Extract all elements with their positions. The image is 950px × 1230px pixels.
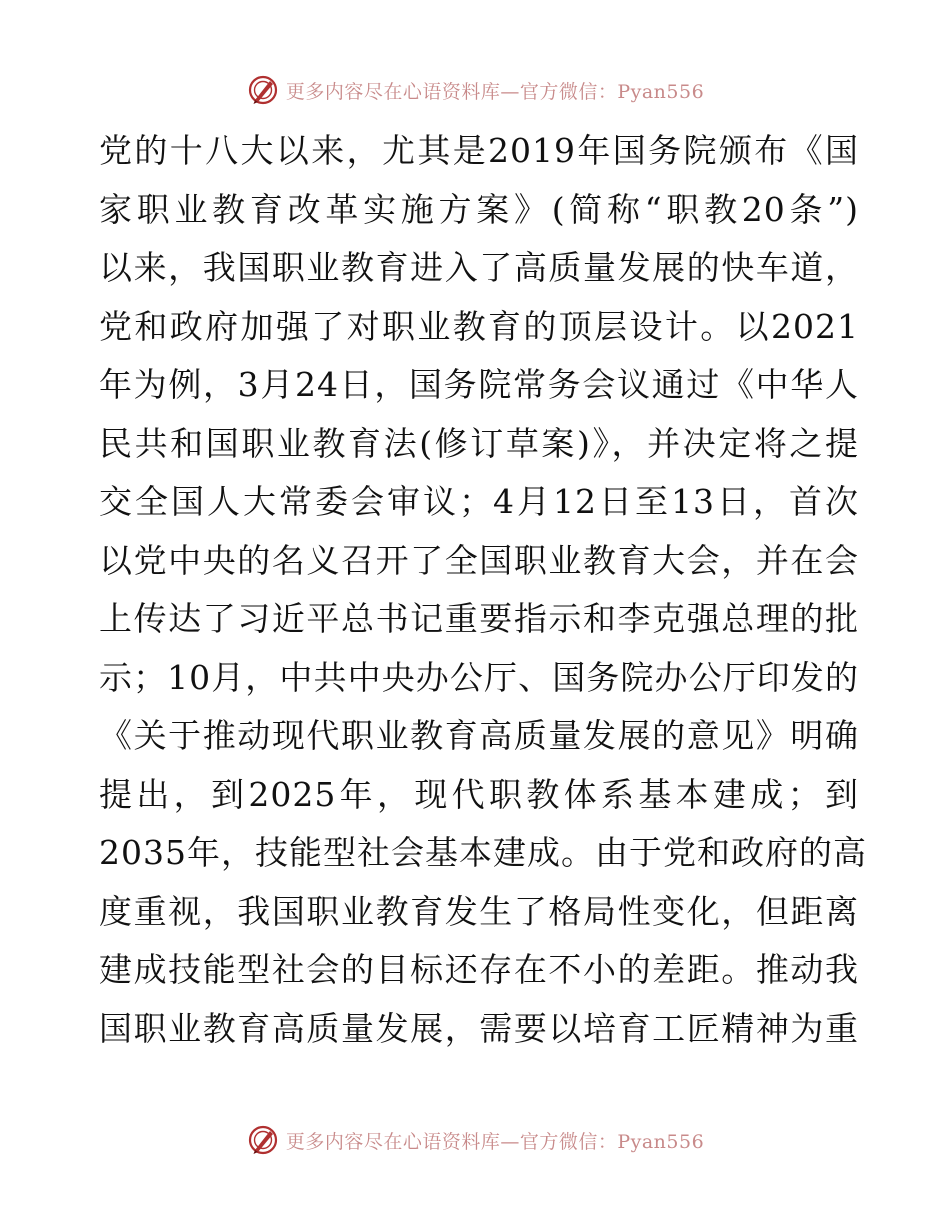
pen-circle-logo-icon bbox=[246, 73, 280, 107]
pen-circle-logo-icon bbox=[246, 1123, 280, 1157]
text-line: 2035年，技能型社会基本建成。由于党和政府的高 bbox=[99, 833, 867, 872]
text-line: 示；10月，中共中央办公厅、国务院办公厅印发的 bbox=[99, 657, 859, 697]
text-line: 上传达了习近平总书记重要指示和李克强总理的批 bbox=[99, 599, 859, 638]
footer-banner bbox=[0, 1120, 950, 1160]
document-body bbox=[99, 122, 867, 1058]
header-banner-content bbox=[246, 73, 704, 107]
header-banner bbox=[0, 70, 950, 110]
text-line: 交全国人大常委会审议；4月12日至13日，首次 bbox=[99, 482, 859, 521]
text-line: 以来，我国职业教育进入了高质量发展的快车道， bbox=[99, 248, 859, 287]
text-line: 家职业教育改革实施方案》(简称“职教20条”) bbox=[99, 189, 859, 229]
text-line: 度重视，我国职业教育发生了格局性变化，但距离 bbox=[99, 891, 859, 931]
text-line: 以党中央的名义召开了全国职业教育大会，并在会 bbox=[99, 540, 859, 580]
header-banner-text: 更多内容尽在心语资料库—官方微信：Pyan556 bbox=[285, 80, 705, 103]
text-line: 提出，到2025年，现代职教体系基本建成；到 bbox=[99, 774, 859, 814]
text-line: 国职业教育高质量发展，需要以培育工匠精神为重 bbox=[99, 1008, 859, 1048]
text-line: 民共和国职业教育法(修订草案)》，并决定将之提 bbox=[99, 423, 859, 463]
text-line: 建成技能型社会的目标还存在不小的差距。推动我 bbox=[99, 950, 859, 989]
text-line: 党的十八大以来，尤其是2019年国务院颁布《国 bbox=[99, 131, 859, 170]
footer-banner-text: 更多内容尽在心语资料库—官方微信：Pyan556 bbox=[285, 1130, 705, 1153]
footer-banner-content bbox=[246, 1123, 704, 1157]
text-line: 年为例，3月24日，国务院常务会议通过《中华人 bbox=[99, 365, 859, 404]
text-line: 《关于推动现代职业教育高质量发展的意见》明确 bbox=[99, 716, 859, 755]
text-line: 党和政府加强了对职业教育的顶层设计。以2021 bbox=[99, 306, 859, 346]
